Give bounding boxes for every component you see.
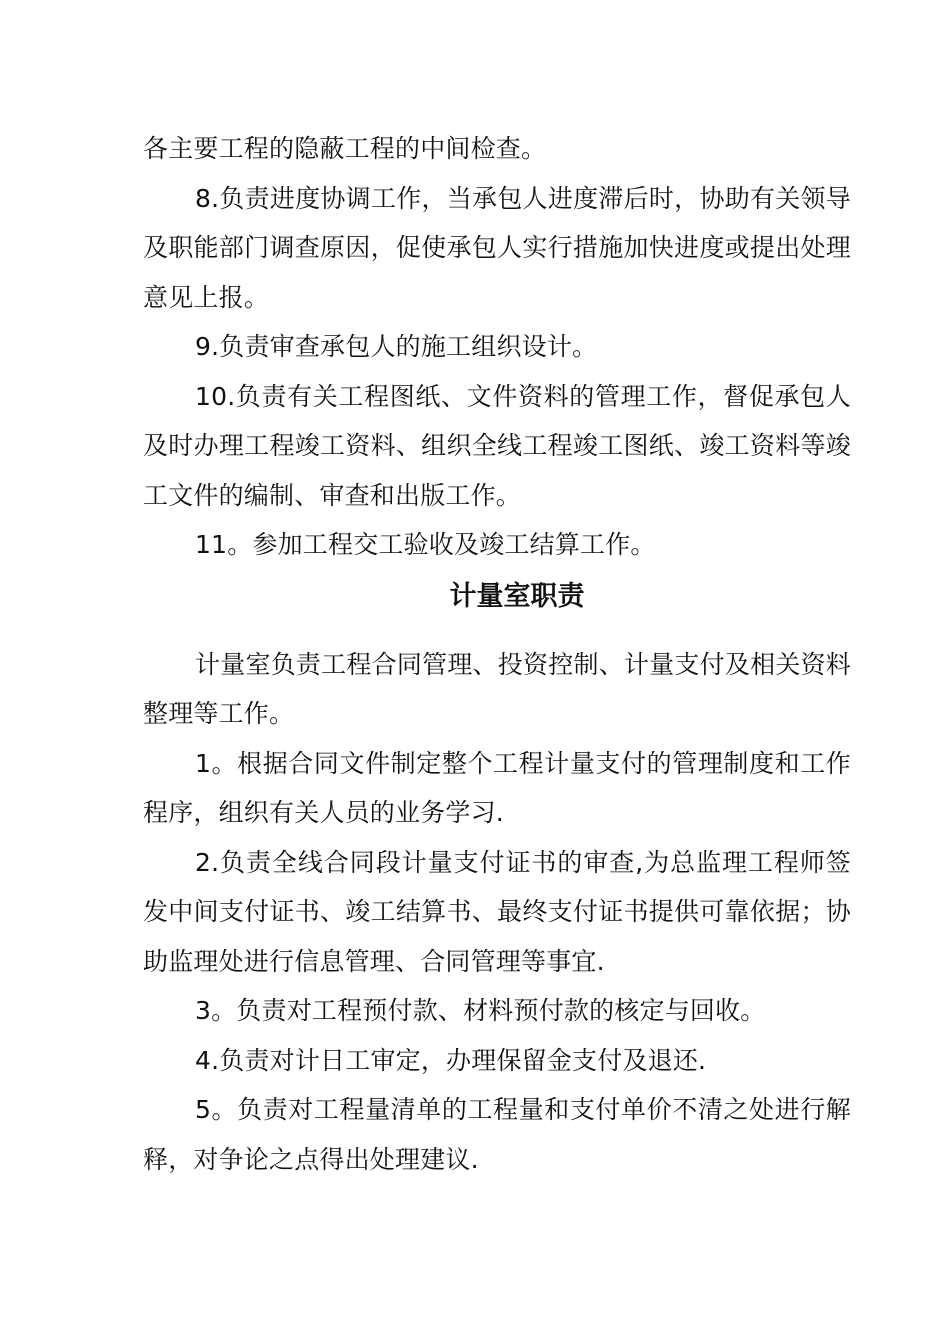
paragraph-item-3: 3。负责对工程预付款、材料预付款的核定与回收。 xyxy=(195,996,766,1025)
paragraph-continuation: 各主要工程的隐蔽工程的中间检查。 xyxy=(143,134,547,163)
paragraph-item-5: 5。负责对工程量清单的工程量和支付单价不清之处进行解释，对争论之点得出处理建议. xyxy=(143,1095,851,1174)
paragraph-item-9: 9.负责审查承包人的施工组织设计。 xyxy=(195,332,598,361)
paragraph-item-1: 1。根据合同文件制定整个工程计量支付的管理制度和工作程序，组织有关人员的业务学习. xyxy=(143,748,851,827)
paragraph-item-2: 2.负责全线合同段计量支付证书的审查,为总监理工程师签发中间支付证书、竣工结算书、最终支付证书提供可靠依据；协助监理处进行信息管理、合同管理等事宜. xyxy=(143,847,851,976)
section-title: 计量室职责 xyxy=(449,580,585,612)
document-page xyxy=(143,124,851,1184)
paragraph-item-8: 8.负责进度协调工作，当承包人进度滞后时，协助有关领导及职能部门调查原因，促使承包人实行措施加快进度或提出处理意见上报。 xyxy=(143,183,851,312)
paragraph-intro: 计量室负责工程合同管理、投资控制、计量支付及相关资料整理等工作。 xyxy=(143,649,851,728)
paragraph-item-4: 4.负责对计日工审定，办理保留金支付及退还. xyxy=(195,1045,707,1075)
paragraph-item-10: 10.负责有关工程图纸、文件资料的管理工作，督促承包人及时办理工程竣工资料、组织全线工程竣工图纸、竣工资料等竣工文件的编制、审查和出版工作。 xyxy=(143,381,851,510)
paragraph-item-11: 11。参加工程交工验收及竣工结算工作。 xyxy=(195,530,656,559)
